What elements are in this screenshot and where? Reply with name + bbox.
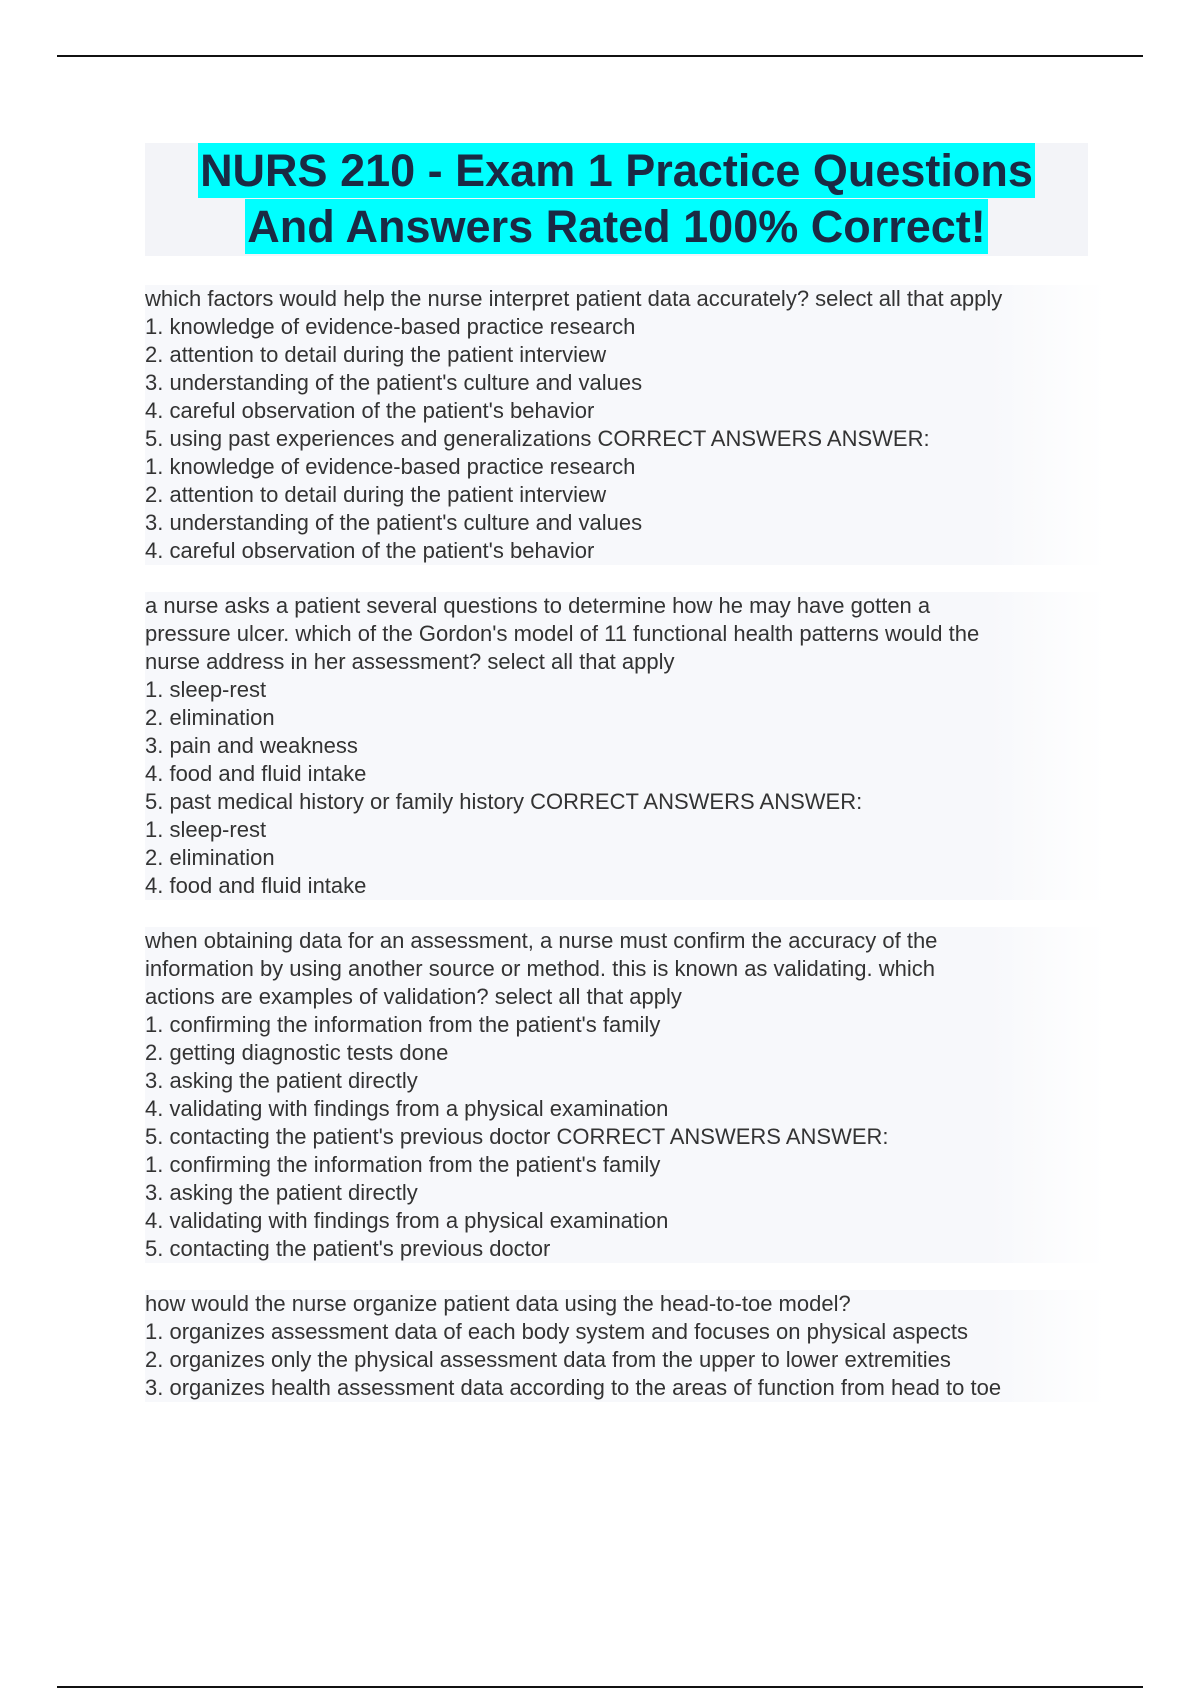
question-line: 2. elimination: [145, 705, 275, 730]
question-list: [145, 285, 1105, 1429]
question-line: 4. careful observation of the patient's behavior: [145, 538, 595, 563]
title-line-2: And Answers Rated 100% Correct!: [247, 201, 986, 252]
question-line: 3. understanding of the patient's culture and values: [145, 510, 643, 535]
question-line: 3. understanding of the patient's culture and values: [145, 370, 643, 395]
question-line: 2. elimination: [145, 845, 275, 870]
question-line: pressure ulcer. which of the Gordon's model of 11 functional health patterns would the: [145, 621, 980, 646]
question-line: 5. using past experiences and generalizations CORRECT ANSWERS ANSWER:: [145, 426, 930, 451]
question-line: 1. sleep-rest: [145, 677, 267, 702]
question-line: 1. confirming the information from the patient's family: [145, 1012, 661, 1037]
question-line: 1. confirming the information from the patient's family: [145, 1152, 661, 1177]
question-line: nurse address in her assessment? select all that apply: [145, 649, 675, 674]
question-text: when obtaining data for an assessment, a nurse must confirm the accuracy of the: [145, 928, 938, 953]
question-line: 4. validating with findings from a physical examination: [145, 1208, 669, 1233]
question-line: 2. organizes only the physical assessment data from the upper to lower extremities: [145, 1347, 951, 1372]
question-line: 4. food and fluid intake: [145, 761, 367, 786]
question-line: 2. attention to detail during the patient interview: [145, 342, 607, 367]
question-block: [145, 285, 1105, 565]
question-line: information by using another source or method. this is known as validating. which: [145, 956, 935, 981]
question-block: [145, 592, 1105, 900]
question-text: a nurse asks a patient several questions to determine how he may have gotten a: [145, 593, 931, 618]
question-line: 3. asking the patient directly: [145, 1068, 418, 1093]
question-line: actions are examples of validation? select all that apply: [145, 984, 682, 1009]
document-title: [145, 143, 1088, 256]
question-line: 2. attention to detail during the patient interview: [145, 482, 607, 507]
question-line: 3. asking the patient directly: [145, 1180, 418, 1205]
question-line: 1. sleep-rest: [145, 817, 267, 842]
bottom-rule: [57, 1686, 1143, 1688]
question-line: 5. past medical history or family history CORRECT ANSWERS ANSWER:: [145, 789, 863, 814]
top-rule: [57, 55, 1143, 57]
question-text: which factors would help the nurse interpret patient data accurately? select all that apply: [145, 286, 1003, 311]
question-line: 4. validating with findings from a physical examination: [145, 1096, 669, 1121]
title-line-1: NURS 210 - Exam 1 Practice Questions: [200, 145, 1033, 196]
question-line: 3. organizes health assessment data according to the areas of function from head to toe: [145, 1375, 1002, 1400]
question-line: 1. organizes assessment data of each body system and focuses on physical aspects: [145, 1319, 969, 1344]
question-line: 5. contacting the patient's previous doctor: [145, 1236, 551, 1261]
question-line: 4. food and fluid intake: [145, 873, 367, 898]
question-text: how would the nurse organize patient data using the head-to-toe model?: [145, 1291, 851, 1316]
question-line: 2. getting diagnostic tests done: [145, 1040, 449, 1065]
question-line: 1. knowledge of evidence-based practice research: [145, 454, 636, 479]
question-line: 1. knowledge of evidence-based practice research: [145, 314, 636, 339]
question-line: 4. careful observation of the patient's behavior: [145, 398, 595, 423]
question-line: 3. pain and weakness: [145, 733, 358, 758]
question-line: 5. contacting the patient's previous doctor CORRECT ANSWERS ANSWER:: [145, 1124, 889, 1149]
question-block: [145, 927, 1105, 1263]
question-block: [145, 1290, 1105, 1402]
